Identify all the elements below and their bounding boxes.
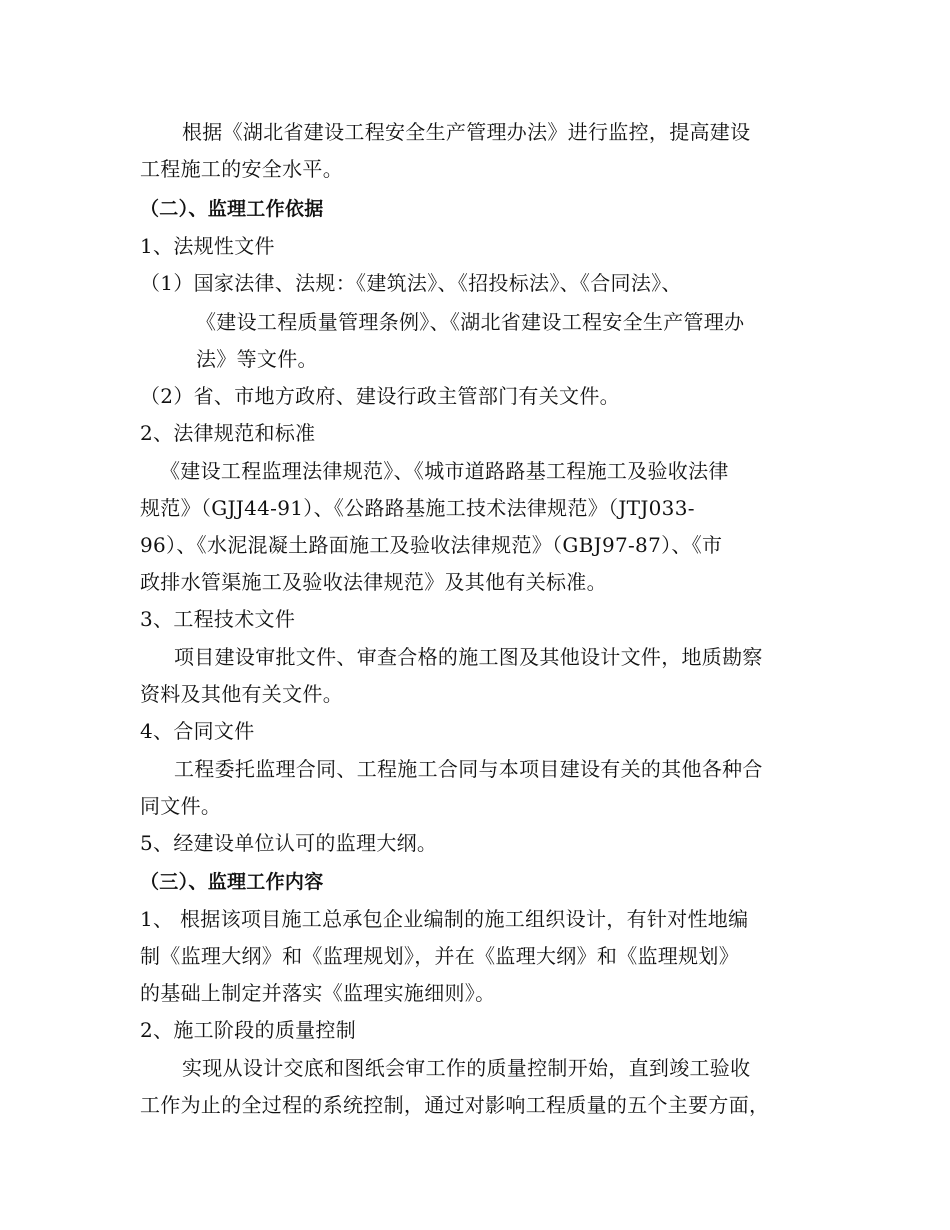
subheading: 1、法规性文件 [140,234,275,258]
body-text: 项目建设审批文件、审查合格的施工图及其他设计文件，地质勘察 [174,645,763,669]
subheading: 2、施工阶段的质量控制 [140,1018,357,1042]
body-text: 根据《湖北省建设工程安全生产管理办法》进行监控，提高建设 [182,120,751,144]
body-text: 工程委托监理合同、工程施工合同与本项目建设有关的其他各种合 [174,757,763,781]
body-text: 的基础上制定并落实《监理实施细则》。 [140,981,496,1005]
body-text: 工程施工的安全水平。 [140,157,343,181]
body-text: 《建设工程监理法律规范》、《城市道路路基工程施工及验收法律 [160,459,729,483]
body-text: 同文件。 [140,794,222,818]
body-text: 制《监理大纲》和《监理规划》，并在《监理大纲》和《监理规划》 [140,944,739,968]
list-item-continuation: 法》等文件。 [196,347,318,371]
subheading: 5、经建设单位认可的监理大纲。 [140,831,438,855]
list-item: （1）国家法律、法规：《建筑法》、《招投标法》、《合同法》、 [140,271,682,295]
body-text: 1、 根据该项目施工总承包企业编制的施工组织设计，有针对性地编 [140,907,749,931]
body-text: 工作为止的全过程的系统控制，通过对影响工程质量的五个主要方面， [140,1093,770,1117]
body-text: 96）、《水泥混凝土路面施工及验收法律规范》（GBJ97-87）、《市 [140,533,723,557]
list-item: （2）省、市地方政府、建设行政主管部门有关文件。 [140,384,620,408]
body-text: 规范》（GJJ44-91）、《公路路基施工技术法律规范》（JTJ033- [140,496,695,520]
subheading: 3、工程技术文件 [140,607,296,631]
body-text: 政排水管渠施工及验收法律规范》及其他有关标准。 [140,570,607,594]
subheading: 4、合同文件 [140,719,255,743]
body-text: 资料及其他有关文件。 [140,682,343,706]
section-heading: （三）、监理工作内容 [140,871,324,893]
section-heading: （二）、监理工作依据 [140,198,324,220]
subheading: 2、法律规范和标准 [140,421,316,445]
list-item-continuation: 《建设工程质量管理条例》、《湖北省建设工程安全生产管理办 [196,310,745,334]
body-text: 实现从设计交底和图纸会审工作的质量控制开始，直到竣工验收 [182,1056,751,1080]
